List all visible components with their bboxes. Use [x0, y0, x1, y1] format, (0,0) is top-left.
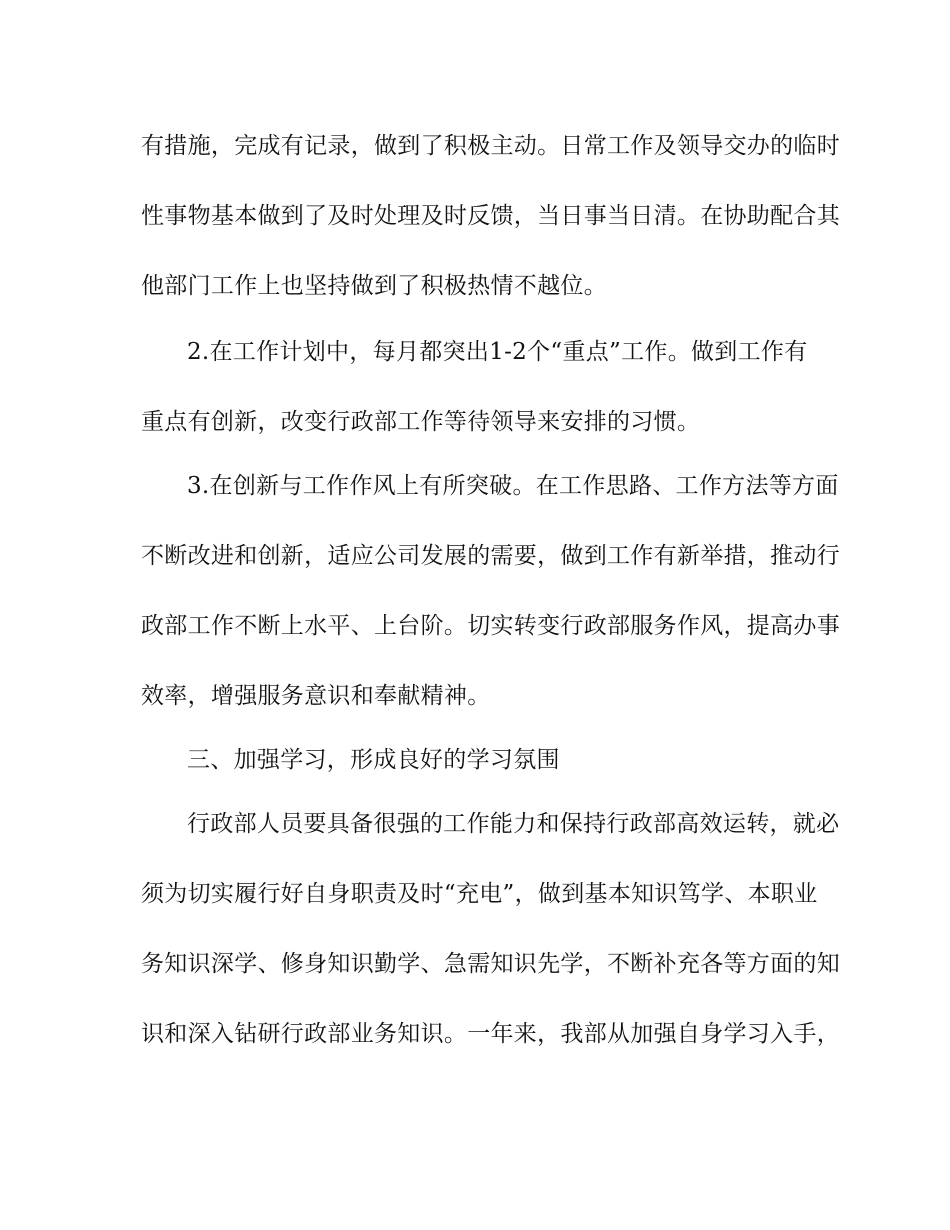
section-heading: 三、加强学习，形成良好的学习氛围 [187, 747, 560, 773]
paragraph-line: 有措施，完成有记录，做到了积极主动。日常工作及领导交办的临时 [141, 133, 840, 159]
paragraph-line: 识和深入钻研行政部业务知识。一年来，我部从加强自身学习入手， [141, 1021, 840, 1047]
list-item-2-line: 重点有创新，改变行政部工作等待领导来安排的习惯。 [141, 409, 701, 435]
list-item-3-line: 不断改进和创新，适应公司发展的需要，做到工作有新举措，推动行 [141, 543, 840, 569]
paragraph-line: 须为切实履行好自身职责及时“充电”，做到基本知识笃学、本职业 [141, 881, 818, 907]
list-item-3-line: 效率，增强服务意识和奉献精神。 [141, 683, 491, 709]
paragraph-line: 性事物基本做到了及时处理及时反馈，当日事当日清。在协助配合其 [141, 203, 840, 229]
paragraph-line: 他部门工作上也坚持做到了积极热情不越位。 [141, 273, 607, 299]
paragraph-line: 务知识深学、修身知识勤学、急需知识先学，不断补充各等方面的知 [141, 951, 840, 977]
paragraph-line: 行政部人员要具备很强的工作能力和保持行政部高效运转，就必 [187, 811, 840, 837]
list-item-3-line: 政部工作不断上水平、上台阶。切实转变行政部服务作风，提高办事 [141, 613, 840, 639]
list-item-2-line: 2.在工作计划中，每月都突出1-2个“重点”工作。做到工作有 [187, 339, 808, 365]
list-item-3-line: 3.在创新与工作作风上有所突破。在工作思路、工作方法等方面 [187, 473, 839, 499]
